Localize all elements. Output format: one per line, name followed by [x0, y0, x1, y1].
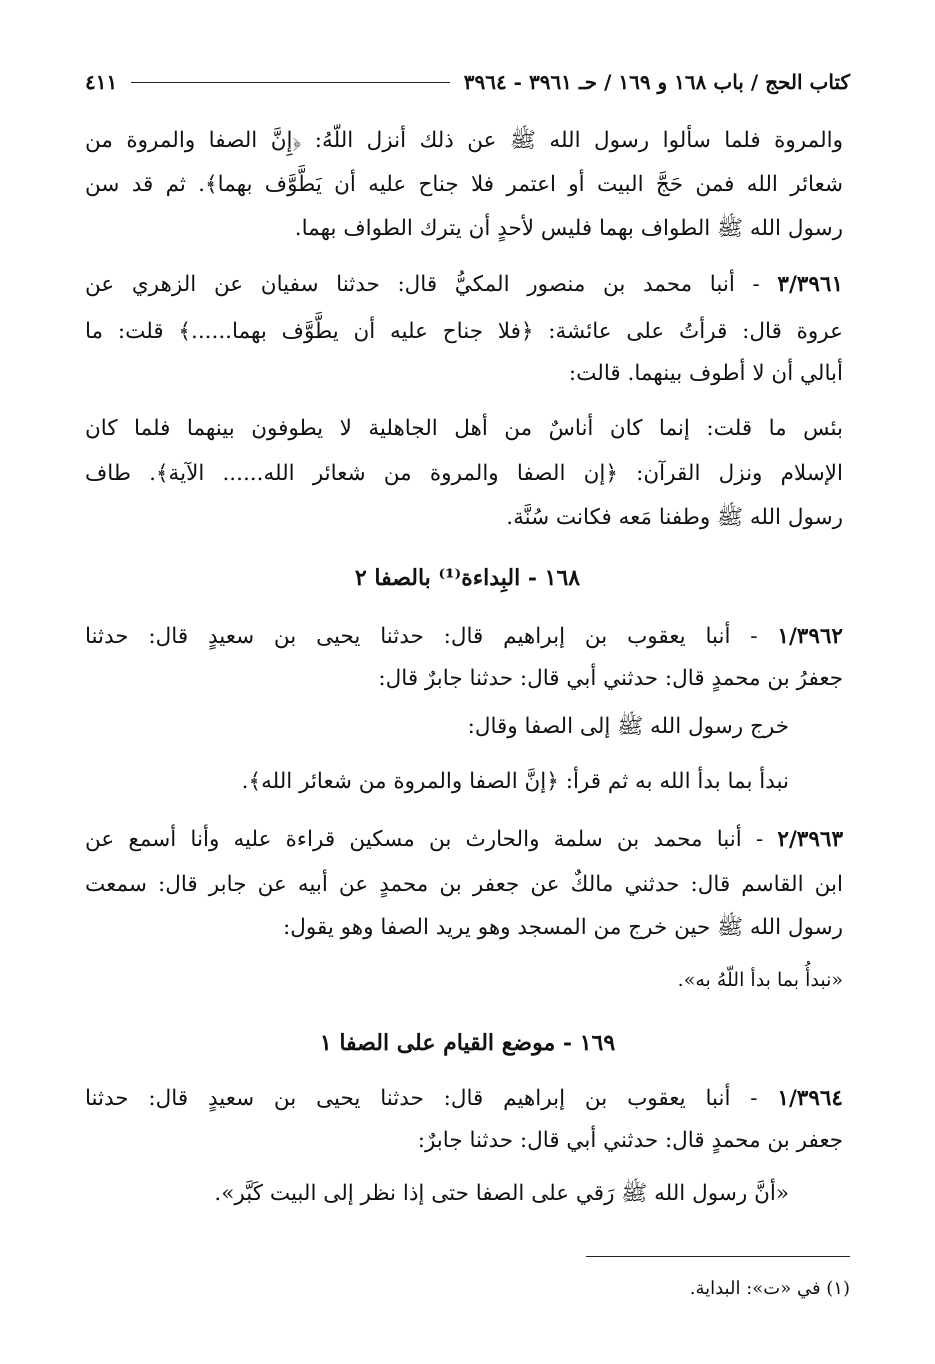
hadith-number: ٢/٣٩٦٣ — [777, 827, 843, 852]
footnote: (١) في «ت»: البداية. — [689, 1278, 850, 1299]
quoted-line: خرج رسول الله ﷺ إلى الصفا وقال: — [467, 714, 789, 739]
text-line: والمروة فلما سألوا رسول الله ﷺ عن ذلك أنزل اللّهُ: ﴿إِنَّ الصفا والمروة من — [85, 128, 843, 153]
running-title: كتاب الحج / باب ١٦٨ و ١٦٩ / حـ ٣٩٦١ - ٣٩٦٤ — [463, 70, 850, 94]
hadith-text: - أنبا يعقوب بن إبراهيم قال: حدثنا يحيى بن سعيدٍ قال: حدثنا — [85, 624, 758, 649]
quoted-line: نبدأ بما بدأ الله به ثم قرأ: ﴿إنَّ الصفا والمروة من شعائر الله﴾. — [241, 769, 789, 794]
hadith-text: - أنبا يعقوب بن إبراهيم قال: حدثنا يحيى بن سعيدٍ قال: حدثنا — [85, 1086, 758, 1111]
text-line: شعائر الله فمن حَجَّ البيت أو اعتمر فلا جناح عليه أن يَطَّوَّف بهما﴾. ثم قد سن — [85, 172, 843, 197]
text-line: رسول الله ﷺ حين خرج من المسجد وهو يريد الصفا وهو يقول: — [283, 915, 843, 940]
quoted-line: «أنَّ رسول الله ﷺ رَقي على الصفا حتى إذا نظر إلى البيت كَبَّر». — [214, 1181, 789, 1206]
text-line: رسول الله ﷺ الطواف بهما فليس لأحدٍ أن يترك الطواف بهما. — [294, 216, 843, 241]
hadith-3962-line — [85, 620, 843, 654]
footnote-rule — [586, 1256, 850, 1257]
text-line: الإسلام ونزل القرآن: ﴿إن الصفا والمروة من شعائر الله...... الآية﴾. طاف — [85, 461, 843, 486]
hadith-text: - أنبا محمد بن منصور المكيُّ قال: حدثنا سفيان عن الزهري عن — [85, 272, 760, 297]
hadith-number: ١/٣٩٦٤ — [777, 1086, 843, 1111]
chapter-heading-168: ١٦٨ - البِداءة⁽¹⁾ بالصفا ٢ — [354, 565, 581, 591]
text-line: رسول الله ﷺ وطفنا مَعه فكانت سُنَّة. — [506, 505, 843, 530]
hadith-3961-line — [85, 268, 843, 302]
text-line: عروة قال: قرأتُ على عائشة: ﴿فلا جناح عليه أن يطَّوَّف بهما......﴾ قلت: ما — [85, 319, 843, 344]
chapter-heading-169: ١٦٩ - موضع القيام على الصفا ١ — [319, 1030, 616, 1056]
hadith-3963-line — [85, 823, 843, 857]
header-rule — [131, 82, 450, 83]
hadith-text: - أنبا محمد بن سلمة والحارث بن مسكين قراءة عليه وأنا أسمع عن — [85, 827, 764, 852]
hadith-number: ٣/٣٩٦١ — [777, 272, 843, 297]
text-line: ابن القاسم قال: حدثني مالكٌ عن جعفر بن محمدٍ عن أبيه عن جابر قال: سمعت — [85, 872, 843, 897]
page-number: ٤١١ — [85, 70, 118, 94]
quoted-line: «نبدأُ بما بدأ اللّهُ به». — [677, 969, 843, 991]
text-line: بئس ما قلت: إنما كان أناسٌ من أهل الجاهلية لا يطوفون بينهما فلما كان — [85, 416, 843, 441]
hadith-number: ١/٣٩٦٢ — [777, 624, 843, 649]
hadith-3964-line — [85, 1082, 843, 1116]
text-line: جعفر بن محمدٍ قال: حدثني أبي قال: حدثنا جابرٌ: — [417, 1128, 843, 1153]
text-line: جعفرُ بن محمدٍ قال: حدثني أبي قال: حدثنا جابرٌ قال: — [378, 666, 843, 691]
text-line: أبالي أن لا أطوف بينهما. قالت: — [568, 361, 843, 386]
running-header — [85, 62, 850, 102]
